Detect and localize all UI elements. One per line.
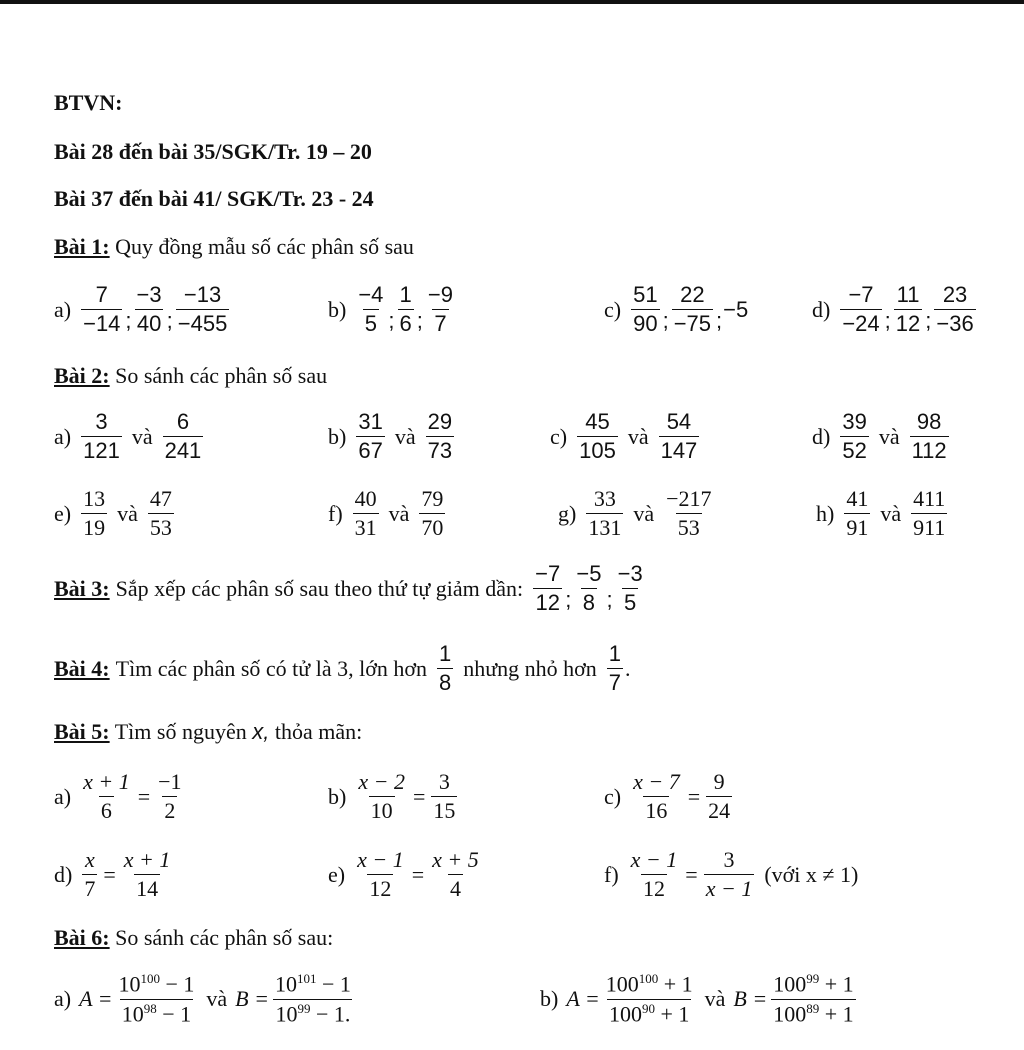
- item-label: d): [812, 296, 831, 322]
- conjunction: và: [394, 423, 416, 449]
- fraction: $\frac{10^{101} - 1}{10^{99} - 1.}$: [274, 971, 351, 1026]
- item-label: e): [54, 500, 72, 526]
- bai5-item-c: c) $\frac{x - 7}{16}$ = $\frac{9}{24}$: [604, 769, 731, 824]
- fraction: $\frac{411}{911}$: [913, 486, 946, 541]
- bai1-text: Quy đồng mẫu số các phân số sau: [115, 234, 414, 259]
- conjunction: và: [117, 500, 138, 526]
- bai2-item-h: [816, 487, 949, 540]
- top-border: [0, 0, 1024, 4]
- fraction: $\frac{31}{67}$: [358, 409, 383, 464]
- bai2-item-g: [558, 487, 716, 540]
- var-A: A =: [566, 986, 600, 1012]
- fraction: $\frac{-9}{7}$: [427, 282, 454, 337]
- item-label: b): [328, 296, 347, 322]
- item-label: c): [604, 296, 622, 322]
- item-label: b): [328, 783, 347, 809]
- item-label: f): [604, 861, 619, 887]
- fraction: $\frac{-5}{8}$: [576, 561, 602, 616]
- fraction: $\frac{x - 1}{12}$: [630, 847, 678, 902]
- bai3-line: Bài 3: Sắp xếp các phân số sau theo thứ tự giảm dần: $\frac{-7}{12}$ ; $\frac{-5}{8}$ ; $\frac{-3}{5}$: [54, 561, 643, 616]
- fraction: $\frac{1}{7}$: [608, 641, 622, 696]
- item-label: c): [550, 423, 568, 449]
- bai4-title: Bài 4:: [54, 655, 110, 681]
- bai5-text-2: thỏa mãn:: [274, 719, 363, 744]
- conjunction: và: [878, 423, 900, 449]
- bai6-title: Bài 6:: [54, 925, 110, 950]
- fraction: $\frac{29}{73}$: [427, 409, 453, 464]
- bai2-item-d: [812, 410, 951, 463]
- fraction: $\frac{3}{121}$: [83, 409, 120, 464]
- bai2-item-f: [328, 487, 447, 540]
- bai5-item-a: a) $\frac{x + 1}{6}$ = $\frac{-1}{2}$: [54, 769, 182, 824]
- item-label: a): [54, 986, 72, 1012]
- bai1-heading: [54, 234, 414, 260]
- bai4-text-1: Tìm các phân số có tử là 3, lớn hơn: [115, 655, 427, 681]
- var-B: B =: [235, 986, 269, 1012]
- fraction: $\frac{51}{90}$: [633, 282, 658, 337]
- item-label: e): [328, 861, 346, 887]
- item-label: d): [812, 423, 831, 449]
- bai2-item-e: [54, 487, 176, 540]
- homework-line-1: Bài 28 đến bài 35/SGK/Tr. 19 – 20: [54, 139, 372, 164]
- bai1-item-c: c) $\frac{51}{90}$ ; $\frac{22}{-75}$ ; −5: [604, 282, 749, 337]
- fraction: $\frac{23}{-36}$: [936, 282, 974, 337]
- fraction: $\frac{11}{12}$: [895, 282, 921, 337]
- conjunction: và: [388, 500, 410, 526]
- bai2-title: Bài 2:: [54, 363, 110, 388]
- fraction: $\frac{7}{-14}$: [83, 282, 121, 337]
- fraction: $\frac{13}{19}$: [83, 486, 106, 541]
- bai5-item-e: e) $\frac{x - 1}{12}$ = $\frac{x + 5}{4}$: [328, 847, 479, 902]
- fraction: $\frac{x - 1}{12}$: [357, 847, 404, 902]
- fraction: $\frac{-1}{2}$: [158, 769, 182, 824]
- bai2-item-b: [328, 410, 456, 463]
- fraction: $\frac{x - 2}{10}$: [358, 769, 405, 824]
- item-label: h): [816, 500, 835, 526]
- fraction: $\frac{98}{112}$: [911, 409, 947, 464]
- integer-value: −5: [723, 296, 749, 322]
- bai2-item-a: [54, 410, 205, 463]
- btvn-heading: BTVN:: [54, 90, 123, 115]
- item-label: g): [558, 500, 577, 526]
- bai1-item-b: b) $\frac{-4}{5}$ ; $\frac{1}{6}$ ; $\frac{-9}{7}$: [328, 282, 454, 337]
- fraction: $\frac{-4}{5}$: [358, 282, 384, 337]
- homework-line-2: Bài 37 đến bài 41/ SGK/Tr. 23 - 24: [54, 186, 374, 211]
- fraction: $\frac{33}{131}$: [588, 486, 622, 541]
- bai5-item-d: d) $\frac{x}{7}$ = $\frac{x + 1}{14}$: [54, 847, 171, 902]
- fraction: $\frac{47}{53}$: [149, 486, 172, 541]
- bai5-item-b: b) $\frac{x - 2}{10}$ = $\frac{3}{15}$: [328, 769, 456, 824]
- conjunction: và: [627, 423, 649, 449]
- fraction: $\frac{45}{105}$: [579, 409, 616, 464]
- item-label: d): [54, 861, 73, 887]
- fraction: $\frac{54}{147}$: [660, 409, 698, 464]
- fraction: $\frac{3}{x - 1}$: [705, 847, 753, 902]
- fraction: $\frac{x + 1}{6}$: [83, 769, 130, 824]
- bai2-item-c: [550, 410, 701, 463]
- bai6-item-b: [540, 972, 858, 1026]
- fraction: $\frac{x}{7}$: [84, 847, 96, 902]
- bai5-title: Bài 5:: [54, 719, 110, 744]
- fraction: $\frac{-13}{-455}$: [177, 282, 228, 337]
- fraction: $\frac{x - 7}{16}$: [633, 769, 680, 824]
- bai1-title: Bài 1:: [54, 234, 110, 259]
- fraction: $\frac{79}{70}$: [421, 486, 444, 541]
- bai3-title: Bài 3:: [54, 575, 110, 601]
- conjunction: và: [206, 986, 228, 1012]
- fraction: $\frac{22}{-75}$: [673, 282, 712, 337]
- fraction: $\frac{40}{31}$: [354, 486, 377, 541]
- item-label: a): [54, 423, 72, 449]
- bai6-item-a: [54, 972, 355, 1026]
- bai4-line: Bài 4: Tìm các phân số có tử là 3, lớn hơn $\frac{1}{8}$ nhưng nhỏ hơn $\frac{1}{7}$ .: [54, 641, 631, 696]
- fraction: $\frac{-7}{12}$: [535, 561, 561, 616]
- fraction: $\frac{9}{24}$: [708, 769, 731, 824]
- fraction: $\frac{x + 5}{4}$: [432, 847, 479, 902]
- fraction: $\frac{1}{8}$: [438, 641, 452, 696]
- bai5-text-1: Tìm số nguyên: [114, 719, 247, 744]
- bai1-item-a: a) $\frac{7}{-14}$ ; $\frac{-3}{40}$ ; $\frac{-13}{-455}$: [54, 282, 228, 337]
- bai2-heading: [54, 363, 327, 389]
- item-label: b): [540, 986, 559, 1012]
- conjunction: và: [131, 423, 153, 449]
- conjunction: và: [704, 986, 726, 1012]
- condition-text: (với x ≠ 1): [764, 861, 859, 887]
- fraction: $\frac{-7}{-24}$: [842, 282, 880, 337]
- fraction: $\frac{3}{15}$: [433, 769, 456, 824]
- bai3-text: Sắp xếp các phân số sau theo thứ tự giảm dần:: [115, 575, 524, 601]
- bai6-text: So sánh các phân số sau:: [115, 925, 334, 950]
- conjunction: và: [880, 500, 902, 526]
- bai1-item-d: d) $\frac{-7}{-24}$ ; $\frac{11}{12}$ ; $\frac{23}{-36}$: [812, 282, 974, 337]
- var-A: A =: [79, 986, 113, 1012]
- fraction: $\frac{39}{52}$: [842, 409, 867, 464]
- fraction: $\frac{41}{91}$: [846, 486, 869, 541]
- fraction: $\frac{100^{99} + 1}{100^{89} + 1}$: [773, 971, 854, 1026]
- fraction: $\frac{10^{100} - 1}{10^{98} - 1}$: [118, 971, 195, 1026]
- fraction: $\frac{-3}{5}$: [617, 561, 643, 616]
- item-label: a): [54, 783, 72, 809]
- fraction: $\frac{-217}{53}$: [666, 486, 712, 541]
- var-B: B =: [733, 986, 768, 1012]
- bai6-heading: [54, 925, 333, 951]
- variable-x: x,: [252, 719, 270, 744]
- bai2-text: So sánh các phân số sau: [115, 363, 328, 388]
- fraction: $\frac{-3}{40}$: [136, 282, 162, 337]
- item-label: f): [328, 500, 343, 526]
- conjunction: và: [633, 500, 655, 526]
- fraction: $\frac{6}{241}$: [164, 409, 202, 464]
- item-label: c): [604, 783, 622, 809]
- bai5-heading: [54, 719, 362, 745]
- bai4-text-2: nhưng nhỏ hơn: [463, 655, 597, 681]
- fraction: $\frac{x + 1}{14}$: [123, 847, 171, 902]
- item-label: b): [328, 423, 347, 449]
- fraction: $\frac{100^{100} + 1}{100^{90} + 1}$: [605, 971, 693, 1026]
- fraction: $\frac{1}{6}$: [399, 282, 412, 337]
- item-label: a): [54, 296, 72, 322]
- bai5-item-f: f) $\frac{x - 1}{12}$ = $\frac{3}{x - 1}$ (với x ≠ 1): [604, 847, 859, 902]
